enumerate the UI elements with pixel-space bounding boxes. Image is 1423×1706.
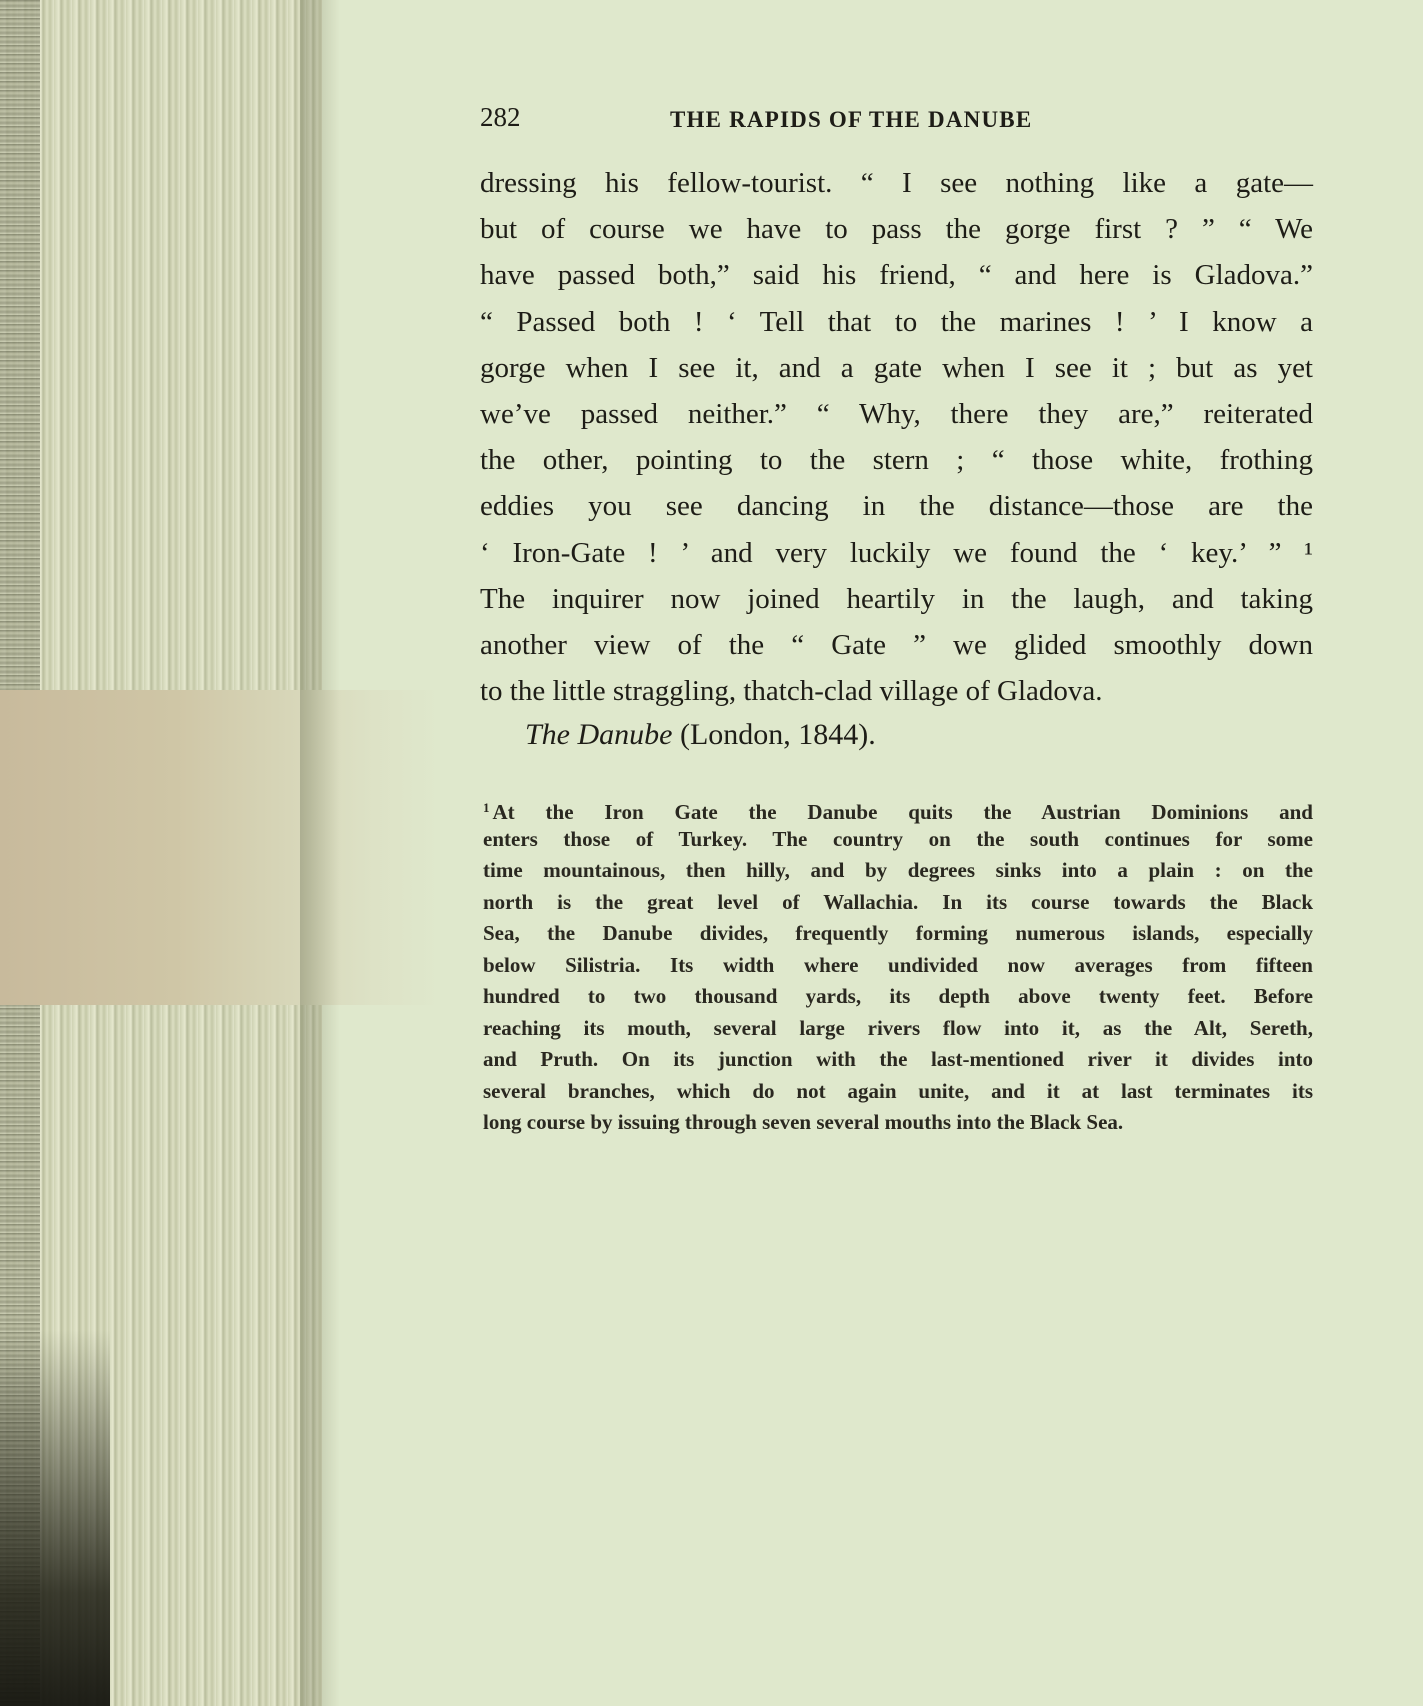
running-title: THE RAPIDS OF THE DANUBE	[670, 107, 1033, 132]
running-head	[480, 102, 1313, 142]
footnote-marker: 1	[483, 800, 490, 815]
attribution-work-title: The Danube	[525, 718, 673, 751]
footnote-line	[483, 792, 1313, 824]
footnote-line: long course by issuing through seven several mouths into the Black Sea.	[483, 1110, 1124, 1134]
footnote	[483, 792, 1313, 1139]
attribution-detail: (London, 1844).	[672, 718, 876, 751]
footnote-line: time mountainous, then hilly, and by degrees sinks into a plain : on the	[483, 858, 1313, 882]
body-line: dressing his fellow-tourist. “ I see nothing like a gate—	[480, 167, 1313, 199]
body-line: to the little straggling, thatch-clad village of Gladova.	[480, 675, 1103, 708]
footnote-line: reaching its mouth, several large rivers flow into it, as the Alt, Sereth,	[483, 1015, 1313, 1040]
footnote-line-text: At the Iron Gate the Danube quits the Austrian Dominions and	[492, 800, 1313, 824]
footnote-line: and Pruth. On its junction with the last-mentioned river it divides into	[483, 1047, 1313, 1071]
footnote-line: several branches, which do not again unite, and it at last terminates its	[483, 1078, 1313, 1103]
footnote-line: hundred to two thousand yards, its depth above twenty feet. Before	[483, 984, 1313, 1008]
source-attribution	[525, 718, 876, 752]
body-line: gorge when I see it, and a gate when I see it ; but as yet	[480, 351, 1313, 384]
body-line: ‘ Iron-Gate ! ’ and very luckily we found the ‘ key.’ ” ¹	[480, 536, 1313, 569]
footnote-line: Sea, the Danube divides, frequently forming numerous islands, especially	[483, 921, 1313, 945]
footnote-line: north is the great level of Wallachia. In its course towards the Black	[483, 889, 1313, 914]
body-line: The inquirer now joined heartily in the laugh, and taking	[480, 582, 1313, 615]
body-line: we’ve passed neither.” “ Why, there they are,” reiterated	[480, 397, 1313, 430]
body-line: have passed both,” said his friend, “ and here is Gladova.”	[480, 259, 1313, 292]
body-line: another view of the “ Gate ” we glided smoothly down	[480, 628, 1313, 661]
body-line: but of course we have to pass the gorge first ? ” “ We	[480, 213, 1313, 246]
body-line: “ Passed both ! ‘ Tell that to the marines ! ’ I know a	[480, 305, 1313, 338]
body-text	[480, 160, 1313, 714]
footnote-line: below Silistria. Its width where undivided now averages from fifteen	[483, 952, 1313, 977]
body-line: the other, pointing to the stern ; “ those white, frothing	[480, 444, 1313, 477]
body-line: eddies you see dancing in the distance—those are the	[480, 490, 1313, 523]
footnote-line: enters those of Turkey. The country on the south continues for some	[483, 826, 1313, 851]
page-edge-discoloration	[0, 690, 440, 1005]
page-number: 282	[480, 102, 521, 132]
gutter-shadow	[300, 0, 340, 1706]
